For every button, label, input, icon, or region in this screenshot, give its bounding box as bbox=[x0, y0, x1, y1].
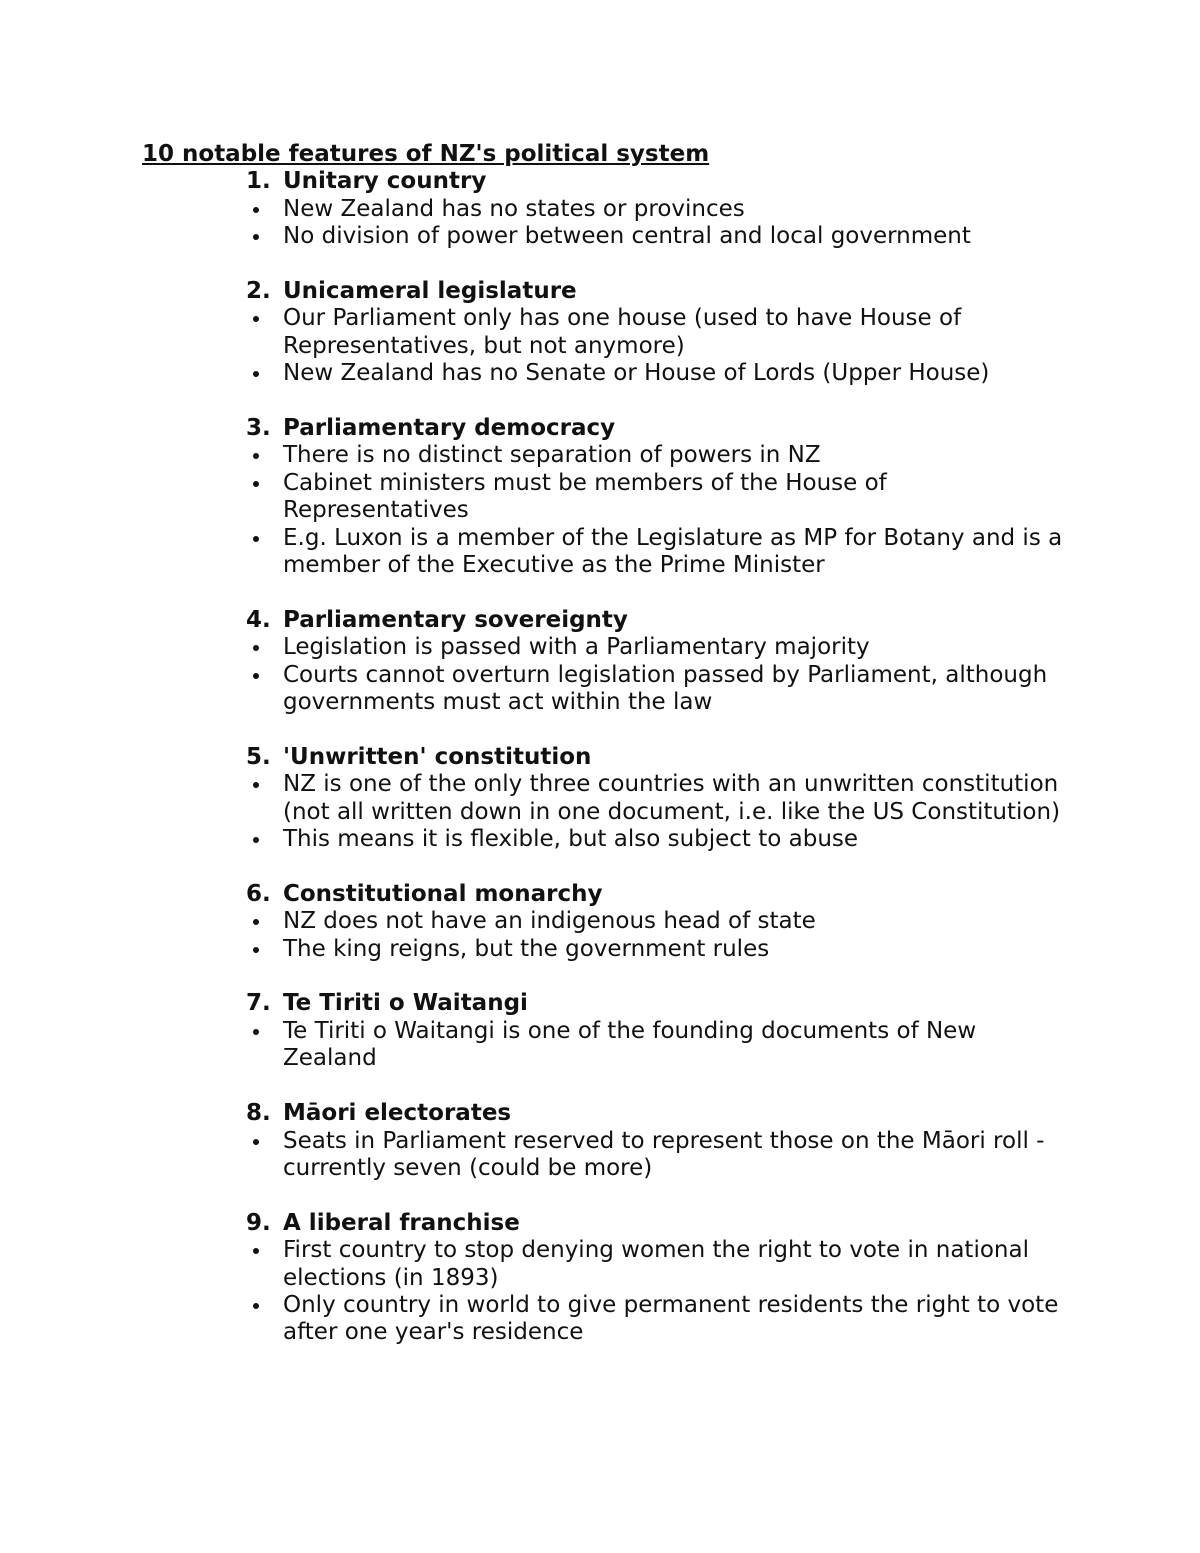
section-heading-text: 'Unwritten' constitution bbox=[283, 743, 592, 770]
bullet-text: New Zealand has no states or provinces bbox=[283, 195, 745, 222]
bullet-text: No division of power between central and local government bbox=[283, 223, 971, 250]
bullet-list bbox=[246, 771, 1076, 853]
bullet-item bbox=[246, 936, 1076, 963]
section-number: 4. bbox=[246, 606, 271, 633]
bullet-icon bbox=[246, 223, 283, 250]
bullet-text: Te Tiriti o Waitangi is one of the founding documents of New Zealand bbox=[283, 1017, 977, 1072]
section-heading-text: Unitary country bbox=[283, 168, 487, 195]
section-number: 5. bbox=[246, 743, 271, 770]
bullet-list bbox=[246, 1237, 1076, 1347]
bullet-item bbox=[246, 1237, 1076, 1292]
bullet-item bbox=[246, 1018, 1076, 1073]
bullet-item bbox=[246, 360, 1076, 387]
bullet-icon bbox=[246, 826, 283, 853]
bullet-icon bbox=[246, 442, 283, 469]
bullet-item bbox=[246, 223, 1076, 250]
feature-section bbox=[246, 1100, 1076, 1182]
bullet-icon bbox=[246, 196, 283, 223]
bullet-icon bbox=[246, 305, 283, 332]
section-number: 9. bbox=[246, 1209, 271, 1236]
bullet-item bbox=[246, 1128, 1076, 1183]
bullet-icon bbox=[246, 634, 283, 661]
bullet-list bbox=[246, 1018, 1076, 1073]
feature-section bbox=[246, 990, 1076, 1072]
section-number: 3. bbox=[246, 415, 271, 442]
section-heading bbox=[246, 168, 1076, 195]
section-heading-text: Māori electorates bbox=[283, 1100, 512, 1127]
section-number: 8. bbox=[246, 1100, 271, 1127]
bullet-list bbox=[246, 305, 1076, 387]
feature-list bbox=[246, 168, 1076, 1374]
section-number: 2. bbox=[246, 278, 271, 304]
section-heading bbox=[246, 1210, 1076, 1237]
section-heading bbox=[246, 1100, 1076, 1127]
feature-section bbox=[246, 744, 1076, 854]
bullet-icon bbox=[246, 662, 283, 689]
section-heading-text: Parliamentary sovereignty bbox=[283, 606, 628, 633]
section-heading bbox=[246, 881, 1076, 908]
bullet-icon bbox=[246, 1128, 283, 1155]
bullet-icon bbox=[246, 771, 283, 798]
bullet-icon bbox=[246, 360, 283, 387]
bullet-text: There is no distinct separation of powers in NZ bbox=[283, 442, 821, 469]
bullet-icon bbox=[246, 1018, 283, 1045]
section-number: 6. bbox=[246, 880, 271, 907]
bullet-item bbox=[246, 305, 1076, 360]
bullet-item bbox=[246, 442, 1076, 469]
section-heading bbox=[246, 415, 1076, 442]
bullet-item bbox=[246, 196, 1076, 223]
bullet-text: This means it is flexible, but also subject to abuse bbox=[283, 826, 859, 853]
section-number: 1. bbox=[246, 168, 271, 195]
section-number: 7. bbox=[246, 990, 271, 1017]
bullet-text: Courts cannot overturn legislation passed by Parliament, although governments must act within the law bbox=[283, 661, 1048, 716]
section-heading-text: Parliamentary democracy bbox=[283, 415, 616, 442]
bullet-icon bbox=[246, 1292, 283, 1319]
bullet-text: NZ does not have an indigenous head of state bbox=[283, 908, 816, 935]
bullet-text: Cabinet ministers must be members of the House of Representatives bbox=[283, 469, 887, 524]
bullet-item bbox=[246, 826, 1076, 853]
bullet-text: NZ is one of the only three countries with an unwritten constitution (not all written down in one document, i.e. like the US Constitution) bbox=[283, 771, 1061, 825]
section-heading-text: Te Tiriti o Waitangi bbox=[283, 990, 528, 1017]
bullet-text: New Zealand has no Senate or House of Lords (Upper House) bbox=[283, 360, 990, 387]
bullet-item bbox=[246, 908, 1076, 935]
feature-section bbox=[246, 278, 1076, 388]
bullet-icon bbox=[246, 908, 283, 935]
bullet-item bbox=[246, 662, 1076, 717]
bullet-list bbox=[246, 1128, 1076, 1183]
bullet-item bbox=[246, 634, 1076, 661]
bullet-item bbox=[246, 525, 1076, 580]
bullet-text: The king reigns, but the government rules bbox=[283, 935, 770, 962]
bullet-icon bbox=[246, 470, 283, 497]
bullet-list bbox=[246, 196, 1076, 251]
bullet-icon bbox=[246, 1237, 283, 1264]
bullet-item bbox=[246, 771, 1076, 826]
feature-section bbox=[246, 881, 1076, 963]
section-heading bbox=[246, 607, 1076, 634]
bullet-item bbox=[246, 470, 1076, 525]
section-heading-text: Constitutional monarchy bbox=[283, 880, 603, 907]
feature-section bbox=[246, 168, 1076, 250]
section-heading bbox=[246, 744, 1076, 771]
bullet-text: Legislation is passed with a Parliamentary majority bbox=[283, 634, 870, 661]
feature-section bbox=[246, 607, 1076, 717]
bullet-list bbox=[246, 634, 1076, 716]
bullet-icon bbox=[246, 525, 283, 552]
feature-section bbox=[246, 415, 1076, 579]
bullet-list bbox=[246, 908, 1076, 963]
bullet-item bbox=[246, 1292, 1076, 1347]
section-heading-text: A liberal franchise bbox=[283, 1209, 520, 1236]
bullet-text: Only country in world to give permanent residents the right to vote after one year's residence bbox=[283, 1291, 1059, 1346]
section-heading-text: Unicameral legislature bbox=[283, 278, 577, 304]
bullet-text: E.g. Luxon is a member of the Legislature as MP for Botany and is a member of the Executive as the Prime Minister bbox=[283, 524, 1063, 579]
section-heading bbox=[246, 990, 1076, 1017]
bullet-text: First country to stop denying women the right to vote in national elections (in 1893) bbox=[283, 1237, 1029, 1291]
feature-section bbox=[246, 1210, 1076, 1347]
section-heading bbox=[246, 278, 1076, 305]
bullet-list bbox=[246, 442, 1076, 579]
document-title: 10 notable features of NZ's political system bbox=[142, 141, 710, 167]
bullet-text: Our Parliament only has one house (used to have House of Representatives, but not anymore) bbox=[283, 305, 962, 359]
bullet-text: Seats in Parliament reserved to represent those on the Māori roll - currently seven (could be more) bbox=[283, 1127, 1045, 1181]
bullet-icon bbox=[246, 936, 283, 963]
